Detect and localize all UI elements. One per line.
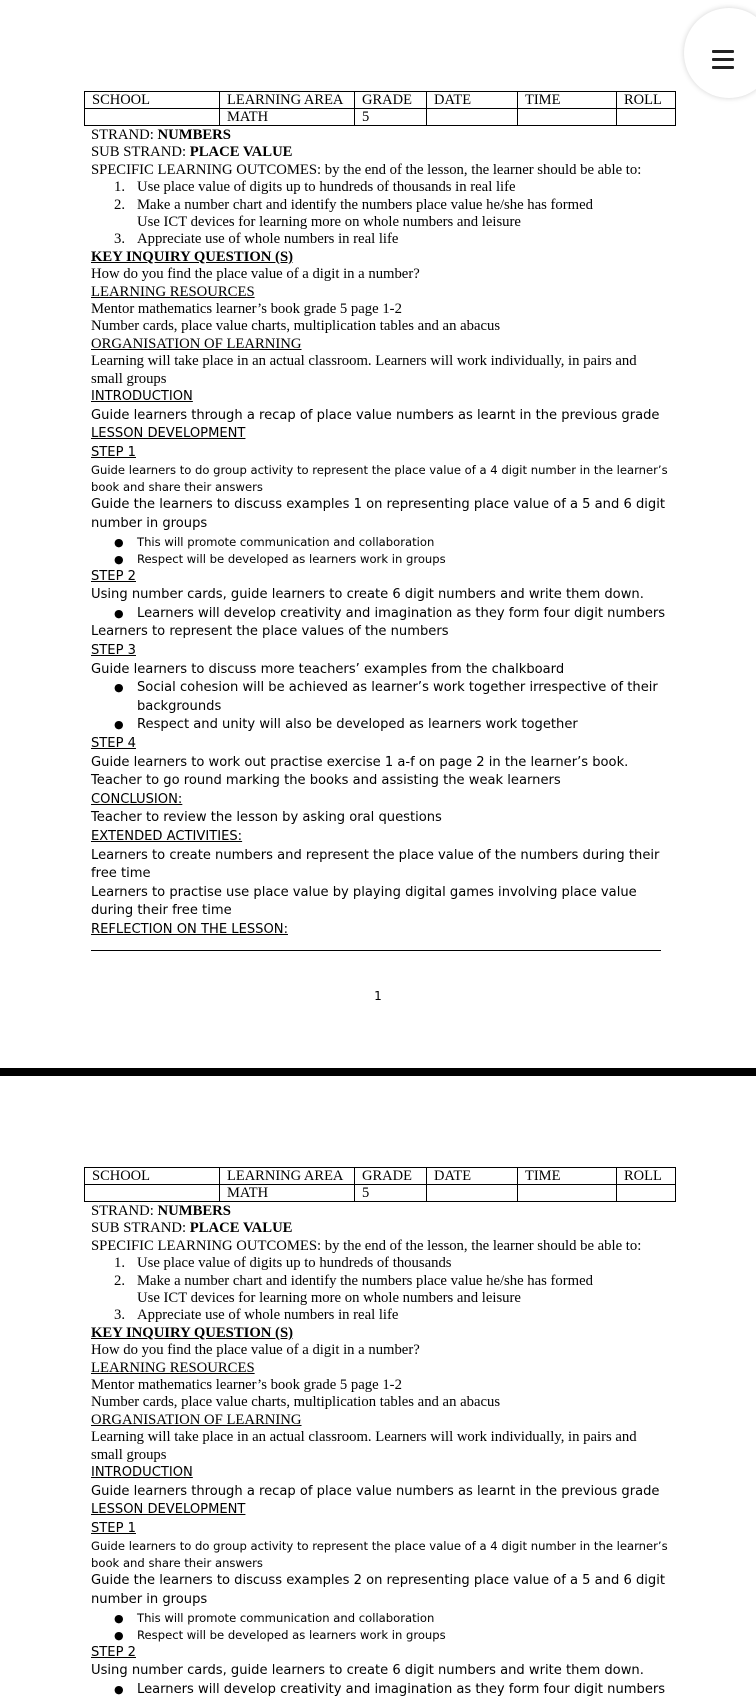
step2-bullets bbox=[91, 1681, 671, 1700]
key-inquiry-question: How do you find the place value of a digit in a number? bbox=[91, 1342, 420, 1359]
step1-heading: STEP 1 bbox=[91, 1520, 136, 1536]
lesson-content bbox=[91, 127, 671, 951]
outcome-item: 3. Appreciate use of whole numbers in real life bbox=[114, 1307, 399, 1324]
outcomes-list bbox=[91, 1255, 671, 1325]
header-value-grade: 5 bbox=[355, 109, 427, 126]
header-label-school: SCHOOL bbox=[85, 1168, 220, 1185]
lesson-header-table bbox=[84, 1167, 676, 1202]
header-label-time: TIME bbox=[518, 92, 617, 109]
sub-strand-line bbox=[91, 1220, 671, 1237]
bullet-item: ● Learners will develop creativity and imagination as they form four digit numbers bbox=[114, 605, 666, 621]
outcome-text: Use place value of digits up to hundreds of thousands in real life bbox=[137, 179, 516, 196]
header-value-learning-area: MATH bbox=[220, 109, 355, 126]
step1-small-text: Guide learners to do group activity to represent the place value of a 4 digit number in the learner’s book and share their answers bbox=[91, 1539, 668, 1571]
organisation-text: Learning will take place in an actual classroom. Learners will work individually, in pairs and small groups bbox=[91, 353, 637, 387]
strand-label: STRAND: bbox=[91, 127, 158, 143]
organisation-heading: ORGANISATION OF LEARNING bbox=[91, 335, 302, 352]
step1-bullets bbox=[91, 1610, 671, 1644]
sub-strand-label: SUB STRAND: bbox=[91, 144, 190, 161]
outcome-text: Make a number chart and identify the numbers place value he/she has formed bbox=[137, 1272, 593, 1289]
outcome-text: Appreciate use of whole numbers in real life bbox=[137, 1307, 399, 1324]
bullet-item: ● Respect will be developed as learners work in groups bbox=[114, 1627, 446, 1642]
step3-heading: STEP 3 bbox=[91, 643, 136, 659]
step1-heading: STEP 1 bbox=[91, 444, 136, 460]
strand-value: NUMBERS bbox=[157, 1203, 231, 1219]
header-label-learning-area: LEARNING AREA bbox=[220, 1168, 355, 1185]
strand-line bbox=[91, 1203, 671, 1220]
bullet-item: ● This will promote communication and collaboration bbox=[114, 534, 435, 549]
step2-text: Using number cards, guide learners to create 6 digit numbers and write them down. bbox=[91, 1663, 644, 1679]
header-label-time: TIME bbox=[518, 1168, 617, 1185]
bullet-text: This will promote communication and collaboration bbox=[137, 534, 435, 549]
step1-small-text: Guide learners to do group activity to represent the place value of a 4 digit number in the learner’s book and share their answers bbox=[91, 463, 668, 495]
lesson-content bbox=[91, 1203, 671, 1699]
step1-text: Guide the learners to discuss examples 2 on representing place value of a 5 and 6 digit number in groups bbox=[91, 1573, 665, 1608]
bullet-text: Respect will be developed as learners work in groups bbox=[137, 551, 446, 566]
conclusion-heading: CONCLUSION: bbox=[91, 791, 183, 807]
slo-intro: SPECIFIC LEARNING OUTCOMES: by the end of the lesson, the learner should be able to: bbox=[91, 1237, 642, 1254]
header-labels-row bbox=[85, 92, 676, 109]
outcome-text: Make a number chart and identify the numbers place value he/she has formed bbox=[137, 196, 593, 213]
outcome-extra: Use ICT devices for learning more on whole numbers and leisure bbox=[137, 214, 521, 231]
bullet-text: Respect will be developed as learners work in groups bbox=[137, 1627, 446, 1642]
key-inquiry-question: How do you find the place value of a digit in a number? bbox=[91, 266, 420, 283]
organisation-heading: ORGANISATION OF LEARNING bbox=[91, 1411, 302, 1428]
strand-line bbox=[91, 127, 671, 144]
outcome-item: 3. Appreciate use of whole numbers in real life bbox=[114, 231, 399, 248]
resource-item: Mentor mathematics learner’s book grade 5 page 1-2 bbox=[91, 1377, 402, 1394]
header-label-date: DATE bbox=[427, 92, 518, 109]
header-label-school: SCHOOL bbox=[85, 92, 220, 109]
strand-label: STRAND: bbox=[91, 1203, 158, 1219]
step2-heading: STEP 2 bbox=[91, 1644, 136, 1660]
header-value-school bbox=[85, 1185, 220, 1202]
header-value-learning-area: MATH bbox=[220, 1185, 355, 1202]
extended-heading: EXTENDED ACTIVITIES: bbox=[91, 828, 243, 844]
introduction-heading: INTRODUCTION bbox=[91, 1465, 193, 1481]
outcome-item: 1. Use place value of digits up to hundreds of thousands bbox=[114, 1255, 452, 1272]
header-value-date bbox=[427, 1185, 518, 1202]
header-value-time bbox=[518, 109, 617, 126]
outcome-text: Appreciate use of whole numbers in real life bbox=[137, 231, 399, 248]
bullet-text: Respect and unity will also be developed as learners work together bbox=[137, 717, 578, 733]
extended-item: Learners to create numbers and represent the place value of the numbers during their free time bbox=[91, 847, 660, 882]
introduction-text: Guide learners through a recap of place value numbers as learnt in the previous grade bbox=[91, 1483, 660, 1499]
resources-heading: LEARNING RESOURCES bbox=[91, 1359, 255, 1376]
step4-line: Teacher to go round marking the books and assisting the weak learners bbox=[91, 773, 561, 789]
step4-heading: STEP 4 bbox=[91, 736, 136, 751]
header-label-grade: GRADE bbox=[355, 1168, 427, 1185]
organisation-text: Learning will take place in an actual classroom. Learners will work individually, in pairs and small groups bbox=[91, 1429, 637, 1463]
sub-strand-value: PLACE VALUE bbox=[189, 1220, 293, 1237]
sub-strand-value: PLACE VALUE bbox=[189, 144, 293, 161]
sans-section bbox=[91, 388, 671, 950]
outcome-text: Use place value of digits up to hundreds of thousands bbox=[137, 1255, 452, 1272]
sub-strand-line bbox=[91, 144, 671, 161]
step4-line: Guide learners to work out practise exercise 1 a-f on page 2 in the learner’s book. bbox=[91, 754, 629, 770]
strand-value: NUMBERS bbox=[157, 127, 231, 143]
serif-section bbox=[91, 1203, 671, 1464]
header-value-time bbox=[518, 1185, 617, 1202]
outcome-item: 2. Make a number chart and identify the numbers place value he/she has formed bbox=[114, 1272, 593, 1289]
outcome-extra: Use ICT devices for learning more on whole numbers and leisure bbox=[137, 1290, 521, 1307]
bullet-text: Learners will develop creativity and imagination as they form four digit numbers bbox=[137, 1681, 666, 1697]
outcome-item: 1. Use place value of digits up to hundreds of thousands in real life bbox=[114, 179, 516, 196]
header-label-grade: GRADE bbox=[355, 92, 427, 109]
lesson-header-table bbox=[84, 91, 676, 126]
header-label-roll: ROLL bbox=[617, 1168, 676, 1185]
introduction-text: Guide learners through a recap of place value numbers as learnt in the previous grade bbox=[91, 407, 660, 423]
resources-heading: LEARNING RESOURCES bbox=[91, 283, 255, 300]
outcome-item: 2. Make a number chart and identify the numbers place value he/she has formed bbox=[114, 196, 593, 213]
step2-bullets bbox=[91, 605, 671, 624]
header-value-roll bbox=[617, 109, 676, 126]
bullet-item: ● Respect and unity will also be developed as learners work together bbox=[114, 717, 578, 733]
header-values-row bbox=[85, 1185, 676, 1202]
step3-text: Guide learners to discuss more teachers’ examples from the chalkboard bbox=[91, 661, 565, 677]
header-value-grade: 5 bbox=[355, 1185, 427, 1202]
serif-section bbox=[91, 127, 671, 388]
outcomes-list bbox=[91, 179, 671, 249]
hamburger-menu-icon bbox=[712, 50, 734, 74]
conclusion-text: Teacher to review the lesson by asking oral questions bbox=[91, 810, 442, 826]
header-label-roll: ROLL bbox=[617, 92, 676, 109]
header-label-date: DATE bbox=[427, 1168, 518, 1185]
resource-item: Mentor mathematics learner’s book grade 5 page 1-2 bbox=[91, 301, 402, 318]
extended-item: Learners to practise use place value by playing digital games involving place value during their free time bbox=[91, 884, 637, 919]
bullet-text: Social cohesion will be achieved as learner’s work together irrespective of their backgrounds bbox=[137, 680, 658, 714]
development-heading: LESSON DEVELOPMENT bbox=[91, 1502, 246, 1518]
reflection-heading: REFLECTION ON THE LESSON: bbox=[91, 921, 288, 937]
sub-strand-label: SUB STRAND: bbox=[91, 1220, 190, 1237]
step2-text: Using number cards, guide learners to create 6 digit numbers and write them down. bbox=[91, 587, 644, 603]
bullet-text: This will promote communication and collaboration bbox=[137, 1610, 435, 1625]
resource-item: Number cards, place value charts, multiplication tables and an abacus bbox=[91, 1394, 501, 1411]
bullet-item: ● Respect will be developed as learners work in groups bbox=[114, 551, 446, 566]
page-separator bbox=[0, 1068, 756, 1076]
resource-item: Number cards, place value charts, multiplication tables and an abacus bbox=[91, 318, 501, 335]
sans-section bbox=[91, 1464, 671, 1699]
slo-intro: SPECIFIC LEARNING OUTCOMES: by the end of the lesson, the learner should be able to: bbox=[91, 161, 642, 178]
header-labels-row bbox=[85, 1168, 676, 1185]
bullet-item: ● This will promote communication and collaboration bbox=[114, 1610, 435, 1625]
bullet-item: ● Learners will develop creativity and imagination as they form four digit numbers bbox=[114, 1681, 666, 1697]
header-values-row bbox=[85, 109, 676, 126]
step2-after-text: Learners to represent the place values of the numbers bbox=[91, 624, 449, 640]
introduction-heading: INTRODUCTION bbox=[91, 389, 193, 405]
header-value-date bbox=[427, 109, 518, 126]
step1-bullets bbox=[91, 534, 671, 568]
bullet-text: Learners will develop creativity and imagination as they form four digit numbers bbox=[137, 605, 666, 621]
header-value-roll bbox=[617, 1185, 676, 1202]
page-number: 1 bbox=[374, 989, 382, 1003]
bullet-item: ● Social cohesion will be achieved as learner’s work together irrespective of their backgrounds bbox=[114, 680, 658, 714]
header-value-school bbox=[85, 109, 220, 126]
header-label-learning-area: LEARNING AREA bbox=[220, 92, 355, 109]
key-inquiry-heading: KEY INQUIRY QUESTION (S) bbox=[91, 248, 294, 265]
key-inquiry-heading: KEY INQUIRY QUESTION (S) bbox=[91, 1324, 294, 1341]
step3-bullets bbox=[91, 679, 671, 735]
document-page-2 bbox=[0, 1076, 756, 1705]
step2-heading: STEP 2 bbox=[91, 568, 136, 584]
reflection-answer-line bbox=[91, 950, 661, 951]
development-heading: LESSON DEVELOPMENT bbox=[91, 426, 246, 442]
step1-text: Guide the learners to discuss examples 1 on representing place value of a 5 and 6 digit number in groups bbox=[91, 497, 665, 532]
